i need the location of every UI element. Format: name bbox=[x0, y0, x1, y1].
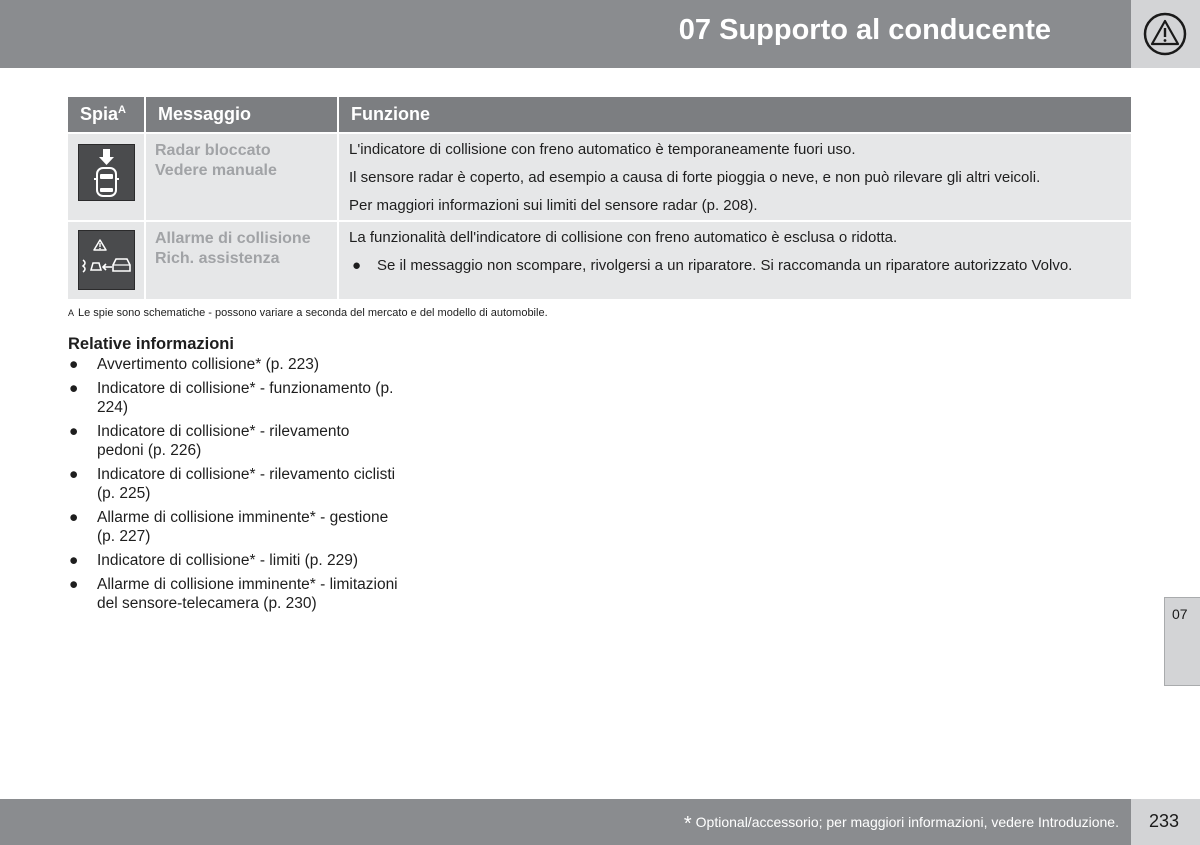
message-table bbox=[68, 97, 1131, 299]
footer-note: * Optional/accessorio; per maggiori informazioni, vedere Introduzione. bbox=[683, 813, 1119, 835]
related-list bbox=[68, 355, 398, 613]
list-item[interactable]: ● Indicatore di collisione* - limiti (p. 229) bbox=[69, 552, 359, 569]
bullet-icon: ● bbox=[69, 576, 79, 593]
function-text: Il sensore radar è coperto, ad esempio a causa di forte pioggia o neve, e non può rilevare gli altri veicoli. bbox=[349, 169, 1041, 186]
message-text: Allarme di collisione bbox=[155, 230, 311, 247]
bullet-icon: ● bbox=[69, 552, 79, 569]
chapter-tab-label: 07 bbox=[1172, 606, 1188, 622]
list-item[interactable]: ● Allarme di collisione imminente* - limitazioni del sensore-telecamera (p. 230) bbox=[69, 576, 398, 612]
function-text: L'indicatore di collisione con freno automatico è temporaneamente fuori uso. bbox=[349, 141, 856, 158]
page-number: 233 bbox=[1149, 811, 1180, 831]
collision-warning-icon bbox=[78, 230, 135, 290]
bullet-icon: ● bbox=[69, 356, 79, 373]
footer-bar bbox=[0, 799, 1131, 845]
function-text: La funzionalità dell'indicatore di collisione con freno automatico è esclusa o ridotta. bbox=[349, 229, 898, 246]
page-title: 07 Supporto al conducente bbox=[678, 14, 1051, 46]
header-bar bbox=[0, 0, 1131, 68]
list-item[interactable]: ● Avvertimento collisione* (p. 223) bbox=[69, 356, 319, 373]
section-heading: Relative informazioni bbox=[68, 335, 234, 353]
chapter-icon-box bbox=[1131, 0, 1200, 68]
footnote-text: Le spie sono schematiche - possono variare a seconda del mercato e del modello di automobile. bbox=[78, 307, 548, 319]
table-row bbox=[68, 132, 1131, 220]
radar-blocked-icon bbox=[78, 144, 135, 201]
page-number-box bbox=[1131, 799, 1200, 845]
footnote-mark: A bbox=[68, 308, 75, 318]
message-text: Vedere manuale bbox=[155, 162, 277, 179]
function-text: Per maggiori informazioni sui limiti del sensore radar (p. 208). bbox=[349, 197, 758, 214]
bullet-icon: ● bbox=[69, 423, 79, 440]
related-info-section bbox=[68, 335, 398, 618]
bullet-icon: ● bbox=[69, 509, 79, 526]
warning-triangle-icon bbox=[1143, 12, 1187, 56]
message-text: Radar bloccato bbox=[155, 142, 271, 159]
column-header-spia: Spia$^A$ bbox=[68, 97, 146, 132]
list-item[interactable]: ● Allarme di collisione imminente* - gestione (p. 227) bbox=[69, 509, 389, 545]
table-header bbox=[68, 97, 1131, 132]
list-item[interactable]: ● Indicatore di collisione* - rilevamento ciclisti (p. 225) bbox=[69, 466, 396, 502]
message-text: Rich. assistenza bbox=[155, 250, 280, 267]
table-row bbox=[68, 220, 1131, 299]
bullet-icon: ● bbox=[69, 466, 79, 483]
list-item[interactable]: ● Indicatore di collisione* - funzionamento (p. 224) bbox=[69, 380, 394, 416]
function-text: Se il messaggio non scompare, rivolgersi a un riparatore. Si raccomanda un riparatore autorizzato Volvo. bbox=[377, 257, 1073, 274]
table-footnote bbox=[68, 307, 548, 319]
column-header-messaggio: Messaggio bbox=[146, 97, 339, 132]
asterisk-mark: * bbox=[683, 813, 692, 835]
column-header-funzione: Funzione bbox=[351, 104, 430, 124]
footnote-ref: A bbox=[118, 104, 126, 116]
bullet-icon: ● bbox=[69, 380, 79, 397]
bullet-icon: ● bbox=[352, 257, 362, 274]
list-item bbox=[349, 256, 1121, 275]
chapter-tab[interactable] bbox=[1164, 597, 1200, 686]
list-item[interactable]: ● Indicatore di collisione* - rilevamento pedoni (p. 226) bbox=[69, 423, 350, 459]
